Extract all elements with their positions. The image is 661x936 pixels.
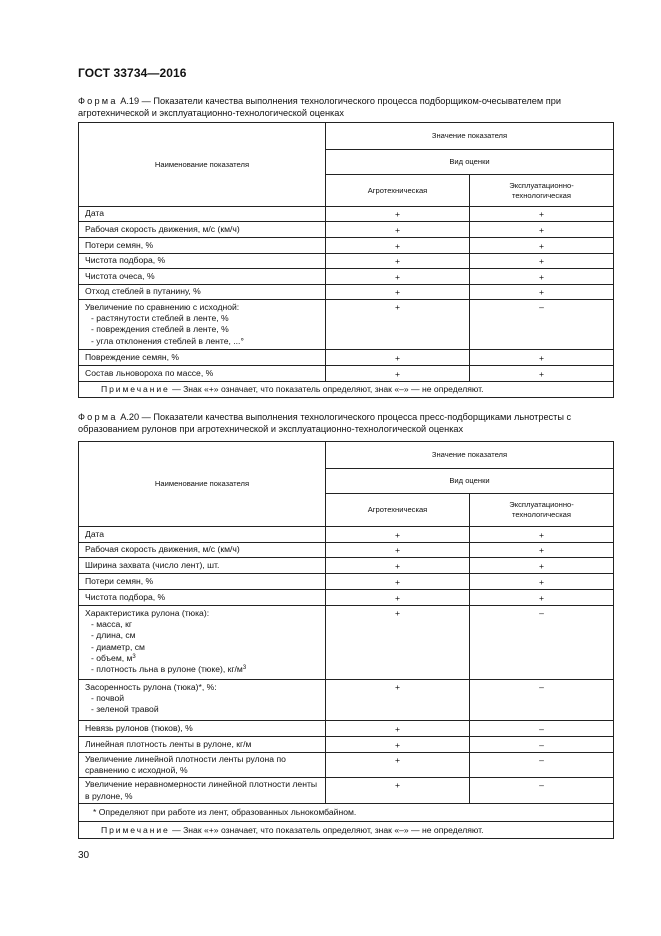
expl-mark: – bbox=[470, 300, 614, 350]
agro-mark: + bbox=[326, 238, 470, 254]
table-row bbox=[79, 543, 614, 558]
table-row bbox=[79, 527, 614, 543]
superscript: 3 bbox=[132, 653, 136, 660]
indicator-sub-item bbox=[85, 704, 320, 715]
agro-mark: + bbox=[326, 680, 470, 721]
form-a20-caption-text: А.20 — Показатели качества выполнения технологического процесса пресс-подборщиками льнотресты с образованием рулонов при агротехнической и эксплуатационно-технологической оценках bbox=[78, 412, 572, 434]
agro-mark: + bbox=[326, 300, 470, 350]
indicator-name bbox=[79, 574, 326, 590]
agro-mark: + bbox=[326, 590, 470, 606]
col-header-name: Наименование показателя bbox=[79, 442, 326, 527]
table-row bbox=[79, 222, 614, 238]
form-a20-caption bbox=[78, 412, 613, 435]
indicator-name bbox=[79, 527, 326, 543]
indicator-label: Линейная плотность ленты в рулоне, кг/м bbox=[85, 738, 252, 749]
table-row bbox=[79, 558, 614, 574]
expl-mark: + bbox=[470, 350, 614, 366]
table-row bbox=[79, 590, 614, 606]
indicator-sub-item bbox=[85, 336, 320, 347]
col-header-value: Значение показателя bbox=[326, 123, 614, 150]
indicator-name bbox=[79, 680, 326, 721]
indicator-name bbox=[79, 285, 326, 300]
indicator-name bbox=[79, 590, 326, 606]
indicator-name bbox=[79, 350, 326, 366]
sub-item-text: - растянутости стеблей в ленте, % bbox=[91, 313, 229, 324]
col-header-name: Наименование показателя bbox=[79, 123, 326, 207]
col-header-value: Значение показателя bbox=[326, 442, 614, 469]
indicator-sub-item bbox=[85, 324, 320, 335]
sub-item-text: - зеленой травой bbox=[91, 704, 159, 715]
indicator-name bbox=[79, 778, 326, 804]
expl-mark: + bbox=[470, 269, 614, 285]
col-header-agro: Агротехническая bbox=[326, 175, 470, 207]
indicator-label: Засоренность рулона (тюка)*, %: bbox=[85, 682, 217, 692]
indicator-sub-item bbox=[85, 642, 320, 653]
form-a20-note bbox=[79, 822, 614, 839]
expl-mark: + bbox=[470, 254, 614, 269]
agro-mark: + bbox=[326, 606, 470, 680]
table-row bbox=[79, 300, 614, 350]
expl-mark: + bbox=[470, 366, 614, 382]
agro-mark: + bbox=[326, 574, 470, 590]
indicator-name bbox=[79, 543, 326, 558]
agro-mark: + bbox=[326, 558, 470, 574]
indicator-name bbox=[79, 222, 326, 238]
note-text: — Знак «+» означает, что показатель определяют, знак «–» — не определяют. bbox=[169, 824, 484, 835]
table-row bbox=[79, 207, 614, 222]
form-a19-caption bbox=[78, 96, 613, 119]
indicator-sub-item bbox=[85, 313, 320, 324]
indicator-label: Рабочая скорость движения, м/с (км/ч) bbox=[85, 223, 240, 234]
expl-mark: – bbox=[470, 753, 614, 778]
form-a19-caption-text: А.19 — Показатели качества выполнения технологического процесса подборщиком-очесывателем при агротехнической и эксплуатационно-технологической оценках bbox=[78, 96, 561, 118]
indicator-sub-item bbox=[85, 630, 320, 641]
indicator-sub-item bbox=[85, 619, 320, 630]
form-a19-caption-label: Форма bbox=[78, 96, 118, 106]
indicator-sub-item bbox=[85, 653, 320, 664]
sub-item-text: - масса, кг bbox=[91, 619, 132, 630]
table-row bbox=[79, 366, 614, 382]
sub-item-text: - длина, см bbox=[91, 630, 136, 641]
table-row bbox=[79, 680, 614, 721]
sub-item-text: - угла отклонения стеблей в ленте, ...° bbox=[91, 335, 244, 346]
expl-mark: – bbox=[470, 737, 614, 753]
table-row bbox=[79, 285, 614, 300]
table-row bbox=[79, 574, 614, 590]
agro-mark: + bbox=[326, 254, 470, 269]
form-a20-table bbox=[78, 441, 614, 839]
indicator-name bbox=[79, 269, 326, 285]
sub-item-text: - повреждения стеблей в ленте, % bbox=[91, 324, 229, 335]
col-header-kind: Вид оценки bbox=[326, 150, 614, 175]
table-row bbox=[79, 238, 614, 254]
table-row bbox=[79, 350, 614, 366]
indicator-label: Чистота подбора, % bbox=[85, 591, 166, 602]
sub-item-text: - объем, м bbox=[91, 652, 133, 663]
note-text: — Знак «+» означает, что показатель определяют, знак «–» — не определяют. bbox=[169, 384, 484, 394]
agro-mark: + bbox=[326, 737, 470, 753]
expl-mark: + bbox=[470, 238, 614, 254]
expl-mark: + bbox=[470, 285, 614, 300]
indicator-name bbox=[79, 558, 326, 574]
note-label: Примечание bbox=[101, 824, 170, 835]
agro-mark: + bbox=[326, 527, 470, 543]
indicator-name bbox=[79, 238, 326, 254]
indicator-label: Отход стеблей в путанину, % bbox=[85, 286, 201, 297]
table-row bbox=[79, 753, 614, 778]
form-a19-note bbox=[79, 382, 614, 398]
table-row bbox=[79, 778, 614, 804]
agro-mark: + bbox=[326, 207, 470, 222]
expl-mark: – bbox=[470, 778, 614, 804]
expl-mark: – bbox=[470, 680, 614, 721]
indicator-label: Повреждение семян, % bbox=[85, 351, 180, 362]
table-row bbox=[79, 721, 614, 737]
indicator-name bbox=[79, 606, 326, 680]
form-a20-footnote: * Определяют при работе из лент, образованных льнокомбайном. bbox=[79, 804, 614, 822]
form-a19-table bbox=[78, 122, 614, 398]
expl-mark: + bbox=[470, 222, 614, 238]
indicator-label: Потери семян, % bbox=[85, 575, 154, 586]
indicator-name bbox=[79, 207, 326, 222]
table-row bbox=[79, 254, 614, 269]
agro-mark: + bbox=[326, 543, 470, 558]
indicator-label: Дата bbox=[85, 528, 105, 539]
indicator-label: Дата bbox=[85, 208, 105, 219]
table-row bbox=[79, 269, 614, 285]
indicator-label: Рабочая скорость движения, м/с (км/ч) bbox=[85, 544, 240, 555]
note-label: Примечание bbox=[101, 384, 170, 394]
indicator-label: Увеличение линейной плотности ленты рулона по сравнению с исходной, % bbox=[85, 753, 286, 775]
expl-mark: + bbox=[470, 574, 614, 590]
sub-item-text: - диаметр, см bbox=[91, 641, 145, 652]
table-row bbox=[79, 606, 614, 680]
col-header-expl: Эксплуатационно-технологическая bbox=[470, 175, 614, 207]
agro-mark: + bbox=[326, 222, 470, 238]
expl-mark: – bbox=[470, 606, 614, 680]
agro-mark: + bbox=[326, 350, 470, 366]
col-header-kind: Вид оценки bbox=[326, 469, 614, 494]
col-header-agro: Агротехническая bbox=[326, 494, 470, 527]
page-number: 30 bbox=[78, 850, 90, 861]
col-header-expl: Эксплуатационно-технологическая bbox=[470, 494, 614, 527]
indicator-label: Потери семян, % bbox=[85, 239, 154, 250]
indicator-name bbox=[79, 753, 326, 778]
indicator-name bbox=[79, 300, 326, 350]
expl-mark: + bbox=[470, 590, 614, 606]
expl-mark: + bbox=[470, 558, 614, 574]
indicator-name bbox=[79, 721, 326, 737]
indicator-name bbox=[79, 366, 326, 382]
expl-mark: + bbox=[470, 543, 614, 558]
table-row bbox=[79, 737, 614, 753]
expl-mark: – bbox=[470, 721, 614, 737]
indicator-label: Увеличение неравномерности линейной плотности ленты в рулоне, % bbox=[85, 779, 318, 801]
sub-item-text: - почвой bbox=[91, 693, 125, 704]
form-a20-caption-label: Форма bbox=[78, 412, 118, 422]
indicator-label: Ширина захвата (число лент), шт. bbox=[85, 559, 220, 570]
standard-code: ГОСТ 33734—2016 bbox=[78, 66, 187, 80]
indicator-name bbox=[79, 737, 326, 753]
agro-mark: + bbox=[326, 269, 470, 285]
expl-mark: + bbox=[470, 207, 614, 222]
indicator-sub-item bbox=[85, 664, 320, 675]
indicator-label: Чистота подбора, % bbox=[85, 255, 166, 266]
superscript: 3 bbox=[242, 665, 247, 672]
indicator-name bbox=[79, 254, 326, 269]
agro-mark: + bbox=[326, 778, 470, 804]
agro-mark: + bbox=[326, 753, 470, 778]
indicator-label: Чистота очеса, % bbox=[85, 270, 155, 281]
expl-mark: + bbox=[470, 527, 614, 543]
indicator-label: Состав льновороха по массе, % bbox=[85, 367, 214, 378]
indicator-label: Невязь рулонов (тюков), % bbox=[85, 722, 193, 733]
agro-mark: + bbox=[326, 285, 470, 300]
indicator-label: Характеристика рулона (тюка): bbox=[85, 608, 210, 618]
indicator-sub-item bbox=[85, 693, 320, 704]
agro-mark: + bbox=[326, 366, 470, 382]
agro-mark: + bbox=[326, 721, 470, 737]
indicator-label: Увеличение по сравнению с исходной: bbox=[85, 302, 240, 312]
sub-item-text: - плотность льна в рулоне (тюке), кг/м bbox=[91, 664, 243, 675]
